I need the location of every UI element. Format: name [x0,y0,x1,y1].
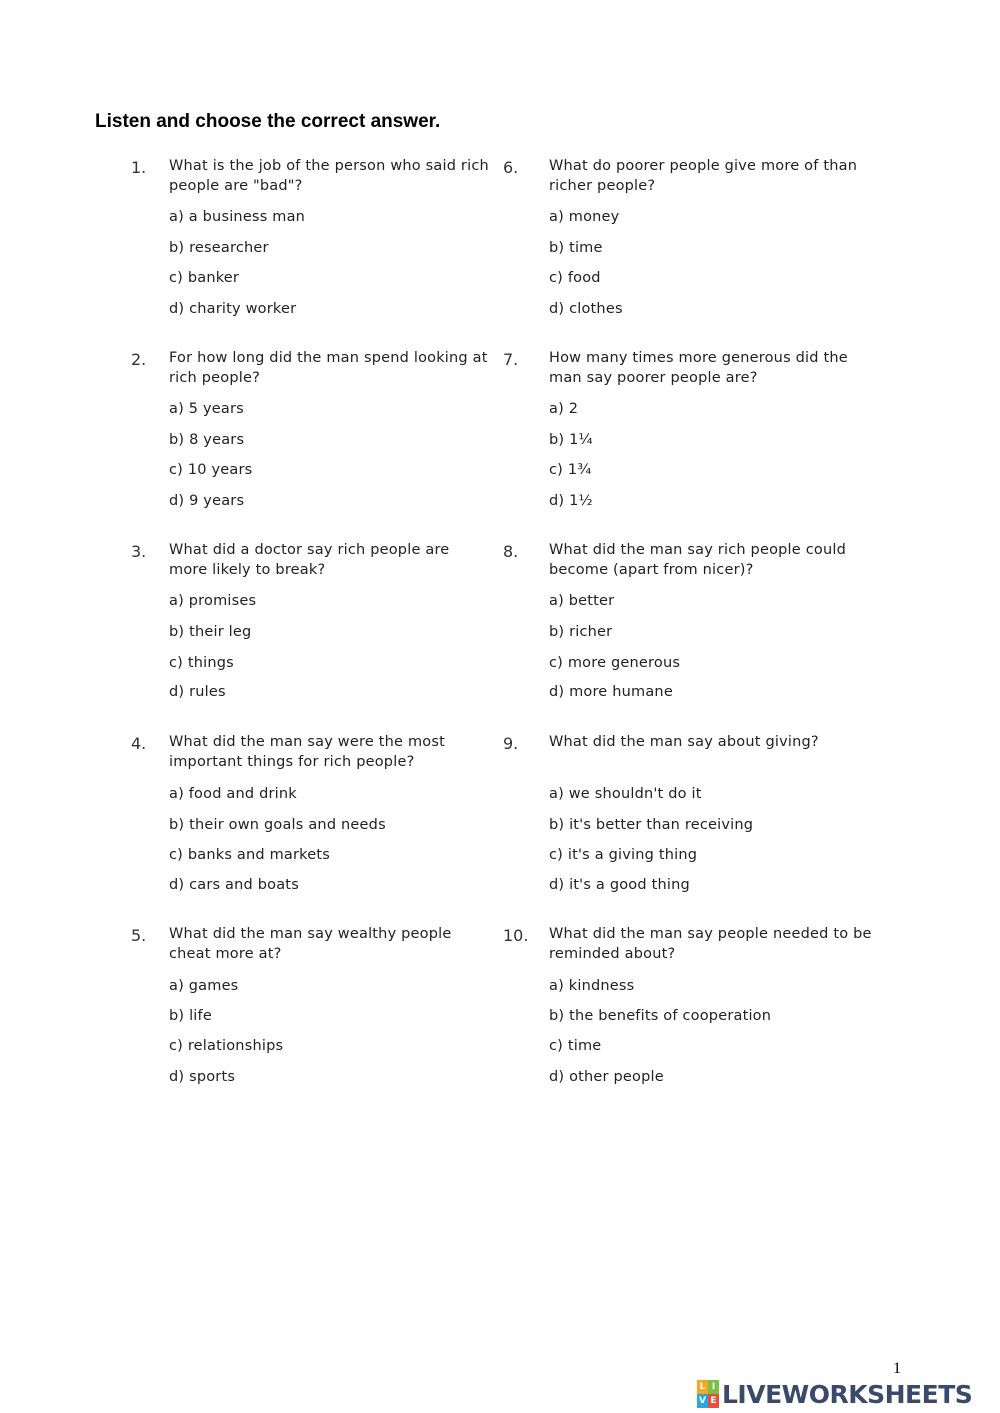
question-text: What did a doctor say rich people are more likely to break? [169,542,450,578]
option-d: d) charity worker [169,301,297,317]
option-b: b) it's better than receiving [549,817,754,833]
option-c: c) things [169,655,234,671]
option-b: b) their own goals and needs [169,817,386,833]
option-d: d) cars and boats [169,877,299,893]
option-a: a) food and drink [169,786,297,802]
option-a: a) we shouldn't do it [549,786,702,802]
question-number: 7. [503,350,519,369]
question-text: What did the man say people needed to be reminded about? [549,926,872,962]
option-a: a) games [169,978,239,994]
option-d: d) clothes [549,301,623,317]
question-text: What did the man say wealthy people cheat more at? [169,926,452,962]
option-c: c) relationships [169,1038,284,1054]
option-b: b) 1¼ [549,432,593,448]
option-a: a) 2 [549,401,579,417]
option-d: d) it's a good thing [549,877,690,893]
question-text: What do poorer people give more of than richer people? [549,158,858,194]
question-number: 10. [503,926,529,945]
option-a: a) money [549,209,620,225]
question-text: What did the man say were the most important things for rich people? [169,734,445,770]
option-c: c) time [549,1038,602,1054]
logo-tile-v: V [697,1394,708,1408]
question-number: 9. [503,734,519,753]
option-a: a) 5 years [169,401,244,417]
option-b: b) life [169,1008,212,1024]
option-b: b) the benefits of cooperation [549,1008,772,1024]
question-text: For how long did the man spend looking at rich people? [169,350,488,386]
option-a: a) a business man [169,209,306,225]
option-c: c) banker [169,270,240,286]
question-number: 1. [131,158,147,177]
question-number: 2. [131,350,147,369]
worksheet-title: Listen and choose the correct answer. [95,111,441,132]
option-b: b) their leg [169,624,252,640]
option-c: c) it's a giving thing [549,847,698,863]
logo-tile-l: L [697,1380,708,1394]
liveworksheets-logo[interactable] [697,1377,972,1411]
question-text: What did the man say about giving? [549,734,819,750]
option-a: a) promises [169,593,257,609]
option-d: d) 1½ [549,493,593,509]
question-number: 8. [503,542,519,561]
liveworksheets-brand-text: LIVEWORKSHEETS [722,1379,973,1409]
option-d: d) other people [549,1069,664,1085]
question-text: What did the man say rich people could become (apart from nicer)? [549,542,846,578]
option-d: d) 9 years [169,493,245,509]
question-text: How many times more generous did the man say poorer people are? [549,350,848,386]
option-d: d) rules [169,684,226,700]
logo-tile-i: I [708,1380,719,1394]
question-number: 6. [503,158,519,177]
question-number: 3. [131,542,147,561]
option-b: b) time [549,240,603,256]
option-d: d) sports [169,1069,236,1085]
option-b: b) richer [549,624,613,640]
option-c: c) food [549,270,601,286]
option-b: b) researcher [169,240,269,256]
option-d: d) more humane [549,684,673,700]
logo-tile-e: E [708,1394,719,1408]
page-number: 1 [893,1360,901,1377]
question-number: 5. [131,926,147,945]
option-c: c) banks and markets [169,847,330,863]
option-c: c) 10 years [169,462,253,478]
option-b: b) 8 years [169,432,245,448]
option-a: a) better [549,593,615,609]
liveworksheets-logo-icon [697,1380,719,1408]
question-number: 4. [131,734,147,753]
option-a: a) kindness [549,978,635,994]
option-c: c) more generous [549,655,681,671]
option-c: c) 1¾ [549,462,592,478]
question-text: What is the job of the person who said rich people are "bad"? [169,158,489,194]
